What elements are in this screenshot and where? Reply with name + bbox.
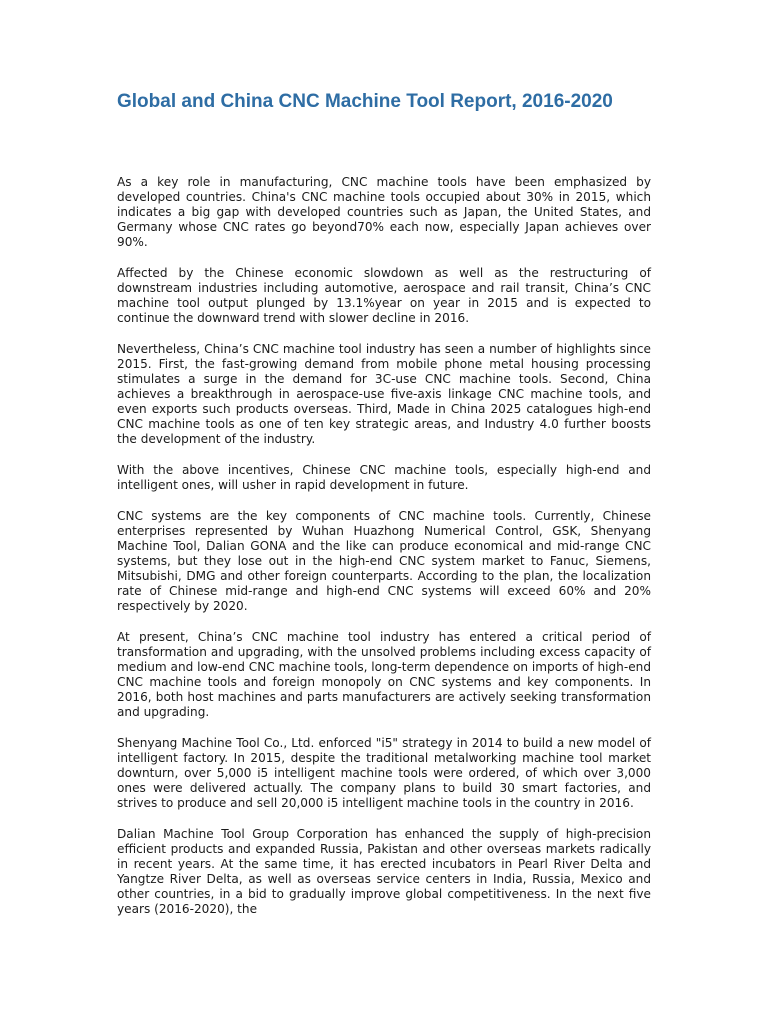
paragraph-5: CNC systems are the key components of CNC machine tools. Currently, Chinese enterprises represented by Wuhan Huazhong Numerical Control, GSK, Shenyang Machine Tool, Dalian GONA and the like can produce economical and mid-range CNC systems, but they lose out in the high-end CNC system market to Fanuc, Siemens, Mitsubishi, DMG and other foreign counterparts. According to the plan, the localization rate of Chinese mid-range and high-end CNC systems will exceed 60% and 20% respectively by 2020. — [117, 509, 651, 613]
document-body — [117, 175, 651, 933]
paragraph-1: As a key role in manufacturing, CNC machine tools have been emphasized by developed countries. China's CNC machine tools occupied about 30% in 2015, which indicates a big gap with developed countries such as Japan, the United States, and Germany whose CNC rates go beyond70% each now, especially Japan achieves over 90%. — [117, 175, 651, 249]
paragraph-3: Nevertheless, China’s CNC machine tool industry has seen a number of highlights since 2015. First, the fast-growing demand from mobile phone metal housing processing stimulates a surge in the demand for 3C-use CNC machine tools. Second, China achieves a breakthrough in aerospace-use five-axis linkage CNC machine tools, and even exports such products overseas. Third, Made in China 2025 catalogues high-end CNC machine tools as one of ten key strategic areas, and Industry 4.0 further boosts the development of the industry. — [117, 342, 651, 446]
paragraph-7: Shenyang Machine Tool Co., Ltd. enforced "i5" strategy in 2014 to build a new model of intelligent factory. In 2015, despite the traditional metalworking machine tool market downturn, over 5,000 i5 intelligent machine tools were ordered, of which over 3,000 ones were delivered actually. The company plans to build 30 smart factories, and strives to produce and sell 20,000 i5 intelligent machine tools in the country in 2016. — [117, 736, 651, 810]
paragraph-4: With the above incentives, Chinese CNC machine tools, especially high-end and intelligent ones, will usher in rapid development in future. — [117, 463, 651, 492]
paragraph-2: Affected by the Chinese economic slowdown as well as the restructuring of downstream industries including automotive, aerospace and rail transit, China’s CNC machine tool output plunged by 13.1%year on year in 2015 and is expected to continue the downward trend with slower decline in 2016. — [117, 266, 651, 325]
paragraph-8: Dalian Machine Tool Group Corporation has enhanced the supply of high-precision efficient products and expanded Russia, Pakistan and other overseas markets radically in recent years. At the same time, it has erected incubators in Pearl River Delta and Yangtze River Delta, as well as overseas service centers in India, Russia, Mexico and other countries, in a bid to gradually improve global competitiveness. In the next five years (2016-2020), the — [117, 827, 651, 916]
paragraph-6: At present, China’s CNC machine tool industry has entered a critical period of transformation and upgrading, with the unsolved problems including excess capacity of medium and low-end CNC machine tools, long-term dependence on imports of high-end CNC machine tools and foreign monopoly on CNC systems and key components. In 2016, both host machines and parts manufacturers are actively seeking transformation and upgrading. — [117, 630, 651, 719]
document-title: Global and China CNC Machine Tool Report, 2016-2020 — [117, 91, 613, 112]
